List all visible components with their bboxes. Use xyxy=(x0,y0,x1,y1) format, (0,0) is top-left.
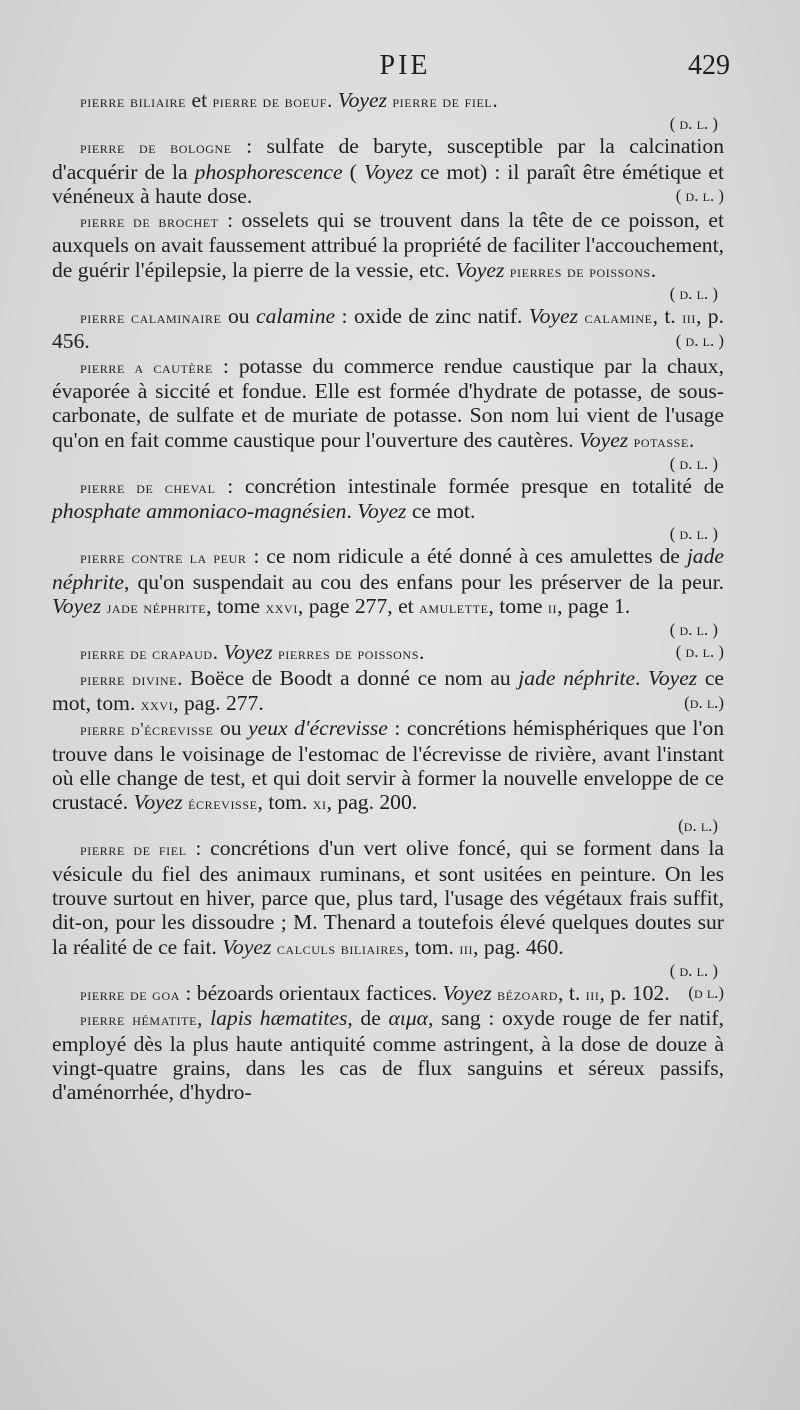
entry-pierre-de-brochet: pierre de brochet : osselets qui se trouvent dans la tête de ce poisson, et auxquels on avait faussement attribué la propriété de faciliter l'accouchement, de guérir l'épilepsie, la pierre de la vessie, etc. Voyez pierres de poissons. ( d. l. ) xyxy=(52,208,725,304)
entry-pierre-d-ecrevisse: pierre d'écrevisse ou yeux d'écrevisse : concrétions hémisphériques que l'on trouve dans le voisinage de l'estomac de l'écrevisse de rivière, avant l'instant où elle change de test, et qui doit servir à former la nouvelle enveloppe de ce crustacé. Voyez écrevisse, tom. xi, pag. 200. (d. l.) xyxy=(52,716,724,836)
entry-pierre-de-goa: pierre de goa : bézoards orientaux factices. Voyez bézoard, t. iii, p. 102. (d l.) xyxy=(80,980,724,1005)
dictionary-body xyxy=(52,88,724,1104)
entry-pierre-de-bologne: pierre de bologne : sulfate de baryte, susceptible par la calcination d'acquérir de la phosphorescence ( Voyez ce mot) : il paraît être émétique et vénéneux à haute dose. ( d. l. ) xyxy=(52,134,725,208)
page-header xyxy=(80,50,730,90)
author-signature: (d. l.) xyxy=(678,816,718,836)
entry-pierre-hematite: pierre hématite, lapis hæmatites, de αιμα, sang : oxyde rouge de fer natif, employé dès la plus haute antiquité comme astringent, à la dose de douze à vingt-quatre grains, dans les cas de flux sanguins et séreux passifs, d'aménorrhée, d'hydro- xyxy=(52,1006,724,1105)
entry-headword: pierre d'écrevisse xyxy=(80,719,214,740)
entry-pierre-contre-la-peur: pierre contre la peur : ce nom ridicule a été donné à ces amulettes de jade néphrite, qu'on suspendait au cou des enfans pour les préserver de la peur. Voyez jade néphrite, tome xxvi, page 277, et amulette, tome ii, page 1. ( d. l. ) xyxy=(52,544,724,640)
entry-pierre-calaminaire: pierre calaminaire ou calamine : oxide de zinc natif. Voyez calamine, t. iii, p. 456. ( d. l. ) xyxy=(52,304,724,354)
author-signature: (d. l.) xyxy=(684,692,724,712)
entry-pierre-de-fiel: pierre de fiel : concrétions d'un vert olive foncé, qui se forment dans la vésicule du fiel des animaux ruminans, et sont usitées en peinture. On les trouve surtout en hiver, parce que, plus tard, l'usage des végétaux frais suffit, dit-on, pour les dissoudre ; M. Thenard a toutefois élevé quelques doutes sur la réalité de ce fait. Voyez calculs biliaires, tom. iii, pag. 460. ( d. l. ) xyxy=(52,836,724,980)
author-signature: ( d. l. ) xyxy=(669,284,718,304)
entry-headword: pierre de crapaud xyxy=(80,643,213,664)
author-signature: ( d. l. ) xyxy=(669,114,718,134)
entry-headword: pierre calaminaire xyxy=(80,307,222,328)
author-signature: ( d. l. ) xyxy=(675,185,724,205)
entry-headword: pierre biliaire xyxy=(80,91,187,111)
entry-headword: pierre de bologne xyxy=(80,137,232,158)
author-signature: ( d. l. ) xyxy=(669,620,718,640)
entry-headword: pierre de brochet xyxy=(80,211,219,232)
running-head: PIE xyxy=(379,50,431,81)
entry-pierre-de-crapaud: pierre de crapaud. Voyez pierres de poissons. ( d. l. ) xyxy=(80,640,724,665)
entry-headword: pierre de cheval xyxy=(80,476,216,497)
author-signature: (d l.) xyxy=(688,982,724,1002)
author-signature: ( d. l. ) xyxy=(675,331,724,351)
entry-pierre-de-cheval: pierre de cheval : concrétion intestinale formée presque en totalité de phosphate ammoniaco-magnésien. Voyez ce mot. ( d. l. ) xyxy=(52,473,725,544)
entry-headword: pierre hématite xyxy=(80,1009,198,1030)
page-number: 429 xyxy=(688,50,730,81)
author-signature: ( d. l. ) xyxy=(669,453,718,473)
entry-headword: pierre a cautère xyxy=(80,356,213,377)
author-signature: ( d. l. ) xyxy=(675,642,724,662)
entry-pierre-biliaire: pierre biliaire et pierre de boeuf. Voyez pierre de fiel. ( d. l. ) xyxy=(52,88,724,134)
entry-pierre-a-cautere: pierre a cautère : potasse du commerce rendue caustique par la chaux, évaporée à siccité et fondue. Elle est formée d'hydrate de potasse, de sous-carbonate, de sulfate et de muriate de potasse. Son nom lui vient de l'usage qu'on en fait comme caustique pour l'ouverture des cautères. Voyez potasse. ( d. l. ) xyxy=(52,353,724,473)
entry-pierre-divine: pierre divine. Boëce de Boodt a donné ce nom au jade néphrite. Voyez ce mot, tom. xxvi, pag. 277. (d. l.) xyxy=(52,665,724,715)
entry-headword: pierre de fiel xyxy=(80,839,187,860)
entry-headword: pierre de goa xyxy=(80,983,180,1004)
entry-headword: pierre contre la peur xyxy=(80,547,247,568)
entry-headword: pierre divine xyxy=(80,668,178,689)
author-signature: ( d. l. ) xyxy=(669,524,718,544)
author-signature: ( d. l. ) xyxy=(669,960,718,980)
